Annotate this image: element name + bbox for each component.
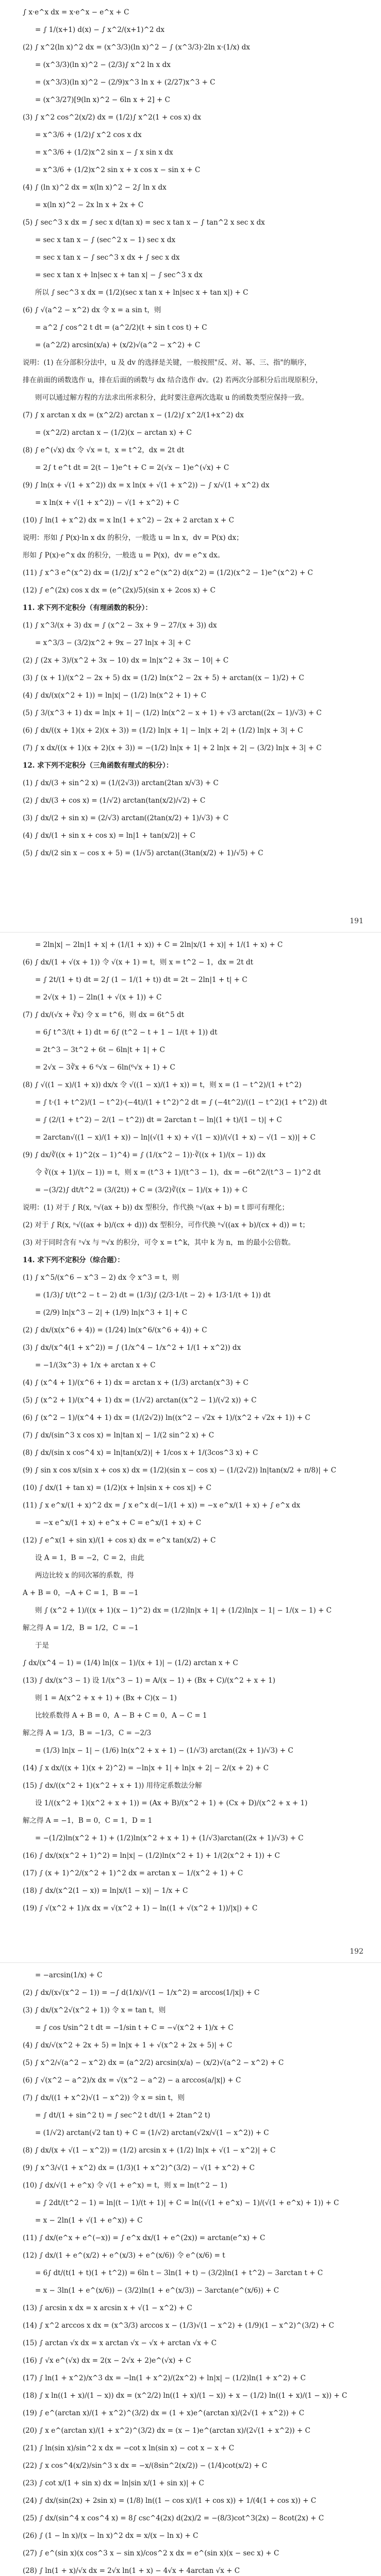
text-line: (10) ∫ ln(1 + x^2) dx = x ln(1 + x^2) − 2x + 2 arctan x + C [23,516,234,524]
text-line: (4) ∫ (ln x)^2 dx = x(ln x)^2 − 2∫ ln x dx [23,183,167,192]
text-line: (24) ∫ dx/(sin(2x) + 2sin x) = (1/8) ln((1 − cos x)/(1 + cos x)) + 1/(4(1 + cos x)) + C [23,2497,317,2505]
page-192 [0,933,381,1963]
text-line: (3) ∫ dx/(x^4(1 + x^2)) = ∫ (1/x^4 − 1/x^2 + 1/(1 + x^2)) dx [23,1344,241,1352]
text-line: 则 ∫ (x^2 + 1)/((x + 1)(x − 1)^2) dx = (1/2)ln|x + 1| + (1/2)ln|x − 1| − 1/(x − 1) + C [35,1606,332,1615]
text-line: = x^3/3 − (3/2)x^2 + 9x − 27 ln|x + 3| + C [35,639,191,647]
text-line: = −1/(3x^3) + 1/x + arctan x + C [35,1361,156,1369]
text-line: (5) ∫ x^2/√(a^2 − x^2) dx = (a^2/2) arcsin(x/a) − (x/2)√(a^2 − x^2) + C [23,2059,284,2067]
text-line: = x^3/6 + (1/2)x^2 sin x + x cos x − sin x + C [35,166,201,174]
text-line: 设 A = 1，B = −2，C = 2，由此 [35,1554,145,1562]
page-number: 191 [350,917,363,925]
text-line: = sec x tan x − ∫ sec^3 x dx + ∫ sec x dx [35,253,180,262]
page-number: 192 [350,1947,363,1956]
text-line: (1) ∫ x^5/(x^6 − x^3 − 2) dx 令 x^3 = t，则 [23,1274,179,1282]
text-line: (5) ∫ sec^3 x dx = ∫ sec x d(tan x) = sec x tan x − ∫ tan^2 x sec x dx [23,218,265,227]
text-line: (25) ∫ dx/(sin^4 x cos^4 x) = 8∫ csc^4(2x) d(2x)/2 = −(8/3)cot^3(2x) − 8cot(2x) + C [23,2514,324,2522]
text-line: (3) 对于同时含有 ⁿ√x 与 ᵐ√x 的积分，可令 x = t^k，其中 k 为 n，m 的最小公倍数。 [23,1239,295,1247]
text-line: (18) ∫ dx/(x^2(1 − x)) = ln|x/(1 − x)| − 1/x + C [23,1887,188,1895]
text-line: (6) ∫ (x^2 − 1)/(x^4 + 1) dx = (1/(2√2)) ln((x^2 − √2x + 1)/(x^2 + √2x + 1)) + C [23,1414,310,1422]
text-line: (8) ∫ dx/(sin x cos^4 x) = ln|tan(x/2)| + 1/cos x + 1/(3cos^3 x) + C [23,1449,258,1457]
text-line: 比较系数得 A + B = 0，A − B + C = 0，A − C = 1 [35,1711,207,1720]
text-line: (4) ∫ (x^4 + 1)/(x^6 + 1) dx = arctan x + (1/3) arctan(x^3) + C [23,1379,249,1387]
text-line: = −arcsin(1/x) + C [35,1971,103,1979]
text-line: 于是 [35,1641,49,1650]
text-line: (11) ∫ x^3 e^(x^2) dx = (1/2)∫ x^2 e^(x^2) d(x^2) = (1/2)(x^2 − 1)e^(x^2) + C [23,569,313,577]
text-line: (5) ∫ (x^2 + 1)/(x^4 + 1) dx = (1/√2) arctan((x^2 − 1)/(√2 x)) + C [23,1396,257,1404]
text-line: (11) ∫ dx/(e^x + e^(−x)) = ∫ e^x dx/(1 + e^(2x)) = arctan(e^x) + C [23,2234,266,2242]
text-line: (1) ∫ x^3/(x + 3) dx = ∫ (x^2 − 3x + 9 − 27/(x + 3)) dx [23,621,217,630]
text-line: 两边比较 x 的同次幂的系数，得 [35,1571,134,1580]
text-line: 解之得 A = 1/2，B = 1/2，C = −1 [23,1624,139,1632]
text-line: (7) ∫ dx/(√x + ∛x) 令 x = t^6，则 dx = 6t^5 dt [23,1011,185,1019]
text-line: (17) ∫ (x + 1)^2/(x^2 + 1)^2 dx = arctan x − 1/(x^2 + 1) + C [23,1869,243,1877]
text-line: (12) ∫ e^x(1 + sin x)/(1 + cos x) dx = e^x tan(x/2) + C [23,1536,216,1545]
text-line: (23) ∫ cot x/(1 + sin x) dx = ln|sin x/(1 + sin x)| + C [23,2479,204,2487]
text-line: = 2√x − 3∛x + 6 ⁶√x − 6ln(⁶√x + 1) + C [35,1063,175,1072]
text-line: (20) ∫ x e^(arctan x)/(1 + x^2)^(3/2) dx = (x − 1)e^(arctan x)/(2√(1 + x^2)) + C [23,2427,310,2435]
text-line: = 2t^3 − 3t^2 + 6t − 6ln|t + 1| + C [35,1046,165,1054]
page-193 [0,1963,381,2576]
text-line: = x^3/6 + (1/2)x^2 sin x − ∫ x sin x dx [35,148,173,157]
text-line: (4) ∫ dx/(1 + sin x + cos x) = ln|1 + tan(x/2)| + C [23,832,195,840]
text-line: (26) ∫ (1 − ln x)/(x − ln x)^2 dx = x/(x − ln x) + C [23,2532,198,2540]
text-line: = (x^3/27)[9(ln x)^2 − 6ln x + 2] + C [35,96,170,104]
text-line: (14) ∫ x^2 arccos x dx = (x^3/3) arccos x − (1/3)√(1 − x^2) + (1/9)(1 − x^2)^(3/2) + C [23,2321,334,2330]
text-line: (4) ∫ dx/(x(x^2 + 1)) = ln|x| − (1/2) ln(x^2 + 1) + C [23,691,207,700]
text-line: (14) ∫ x dx/((x + 1)(x + 2)^2) = −ln|x + 1| + ln|x + 2| − 2/(x + 2) + C [23,1764,269,1772]
text-line: (7) ∫ dx/((1 + x^2)√(1 − x^2)) 令 x = sin t，则 [23,2094,185,2102]
text-line: (12) ∫ e^(2x) cos x dx = (e^(2x)/5)(sin x + 2cos x) + C [23,586,216,595]
text-line: (16) ∫ √x e^(√x) dx = 2(x − 2√x + 2)e^(√x) + C [23,2357,191,2365]
text-line: (18) ∫ x ln((1 + x)/(1 − x)) dx = (x^2/2) ln((1 + x)/(1 − x)) + x − (1/2) ln((1 + x)/(1 − x)) + C [23,2392,347,2400]
text-line: (7) ∫ x arctan x dx = (x^2/2) arctan x − (1/2)∫ x^2/(1+x^2) dx [23,411,244,419]
text-line: = 2ln|x| − 2ln|1 + x| + (1/(1 + x)) + C = 2ln|x/(1 + x)| + 1/(1 + x) + C [35,941,283,949]
text-line: (12) ∫ dx/(1 + e^(x/2) + e^(x/3) + e^(x/6)) 令 e^(x/6) = t [23,2251,225,2260]
text-line: (13) ∫ arcsin x dx = x arcsin x + √(1 − x^2) + C [23,2304,192,2312]
text-line: = (x^3/3)(ln x)^2 − (2/9)x^3 ln x + (2/27)x^3 + C [35,78,216,87]
text-line: (9) ∫ ln(x + √(1 + x^2)) dx = x ln(x + √(1 + x^2)) − ∫ x/√(1 + x^2) dx [23,481,270,489]
text-line: (28) ∫ ln(1 + x)/√x dx = 2√x ln(1 + x) − 4√x + 4arctan √x + C [23,2567,240,2575]
text-line: (9) ∫ x^3/√(1 + x^2) dx = (1/3)(1 + x^2)^(3/2) − √(1 + x^2) + C [23,2164,255,2172]
text-line: = (a^2/2) arcsin(x/a) + (x/2)√(a^2 − x^2) + C [35,341,201,349]
text-line: (4) ∫ dx/√(x^2 + 2x + 5) = ln|x + 1 + √(x^2 + 2x + 5)| + C [23,2041,233,2049]
text-line: = sec x tan x − ∫ (sec^2 x − 1) sec x dx [35,236,176,244]
text-line: (2) ∫ (2x + 3)/(x^2 + 3x − 10) dx = ln|x^2 + 3x − 10| + C [23,656,229,665]
text-line: (6) ∫ √(x^2 − a^2)/x dx = √(x^2 − a^2) − a arccos(a/|x|) + C [23,2076,241,2084]
text-line: (2) ∫ dx/(x√(x^2 − 1)) = −∫ d(1/x)/√(1 − 1/x^2) = arccos(1/|x|) + C [23,1989,260,1997]
text-line: = 6∫ dt/(t(1 + t)(1 + t^2)) = 6ln t − 3ln(1 + t) − (3/2)ln(1 + t^2) − 3arctan t + C [35,2269,323,2277]
text-line: = ∫ t·(1 + t^2)/(1 − t^2)·(−4t)/(1 + t^2)^2 dt = ∫ (−4t^2)/((1 − t^2)(1 + t^2)) dt [35,1098,327,1107]
text-line: = a^2 ∫ cos^2 t dt = (a^2/2)(t + sin t cos t) + C [35,324,207,332]
text-line: 解之得 A = 1/3，B = −1/3，C = −2/3 [23,1729,152,1737]
text-line: 说明：(1) 在分部积分法中，u 及 dv 的选择是关键，一般按照"反、对、幂、三、指"的顺序， [23,359,311,367]
text-line: = (1/√2) arctan(√2 tan t) + C = (1/√2) arctan(√2x/√(1 − x^2)) + C [35,2129,269,2137]
text-line: = −x e^x/(1 + x) + e^x + C = e^x/(1 + x) + C [35,1519,202,1527]
text-line: (5) ∫ dx/(2 sin x − cos x + 5) = (1/√5) arctan((3tan(x/2) + 1)/√5) + C [23,849,263,857]
text-line: = sec x tan x + ln|sec x + tan x| − ∫ sec^3 x dx [35,271,203,279]
text-line: (6) ∫ √(a^2 − x^2) dx 令 x = a sin t，则 [23,306,161,314]
text-line: = (x^3/3)(ln x)^2 − (2/3)∫ x^2 ln x dx [35,61,171,69]
text-line: (6) ∫ dx/(1 + √(x + 1)) 令 √(x + 1) = t，则 x = t^2 − 1，dx = 2t dt [23,958,254,967]
text-line: = x^3/6 + (1/2)∫ x^2 cos x dx [35,131,142,139]
text-line: 说明：(1) 对于 ∫ R(x, ⁿ√(ax + b)) dx 型积分，作代换 ⁿ√(ax + b) = t 即可有理化； [23,1204,289,1212]
text-line: = 6∫ t^3/(t + 1) dt = 6∫ (t^2 − t + 1 − 1/(t + 1)) dt [35,1028,218,1037]
text-line: (8) ∫ √((1 − x)/(1 + x)) dx/x 令 √((1 − x)/(1 + x)) = t，则 x = (1 − t^2)/(1 + t^2) [23,1081,302,1089]
text-line: (5) ∫ 3/(x^3 + 1) dx = ln|x + 1| − (1/2) ln(x^2 − x + 1) + √3 arctan((2x − 1)/√3) + C [23,709,322,717]
text-line: = −(3/2)∫ dt/t^2 = (3/(2t)) + C = (3/2)∛((x − 1)/(x + 1)) + C [35,1186,248,1194]
text-line: (9) ∫ dx/∛((x + 1)^2(x − 1)^4) = ∫ (1/(x^2 − 1))·∛((x + 1)/(x − 1)) dx [23,1151,266,1159]
text-line: 解之得 A = −1，B = 0，C = 1，D = 1 [23,1817,153,1825]
text-line: = x ln(x + √(1 + x^2)) − √(1 + x^2) + C [35,499,179,507]
text-line: = (1/3)∫ t/(t^2 − t − 2) dt = (1/3)∫ (2/3·1/(t − 2) + 1/3·1/(t + 1)) dt [35,1291,271,1299]
text-line: (6) ∫ dx/((x + 1)(x + 2)(x + 3)) = (1/2) ln|x + 1| − ln|x + 2| + (1/2) ln|x + 3| + C [23,726,303,735]
text-line: (3) ∫ (x + 1)/(x^2 − 2x + 5) dx = (1/2) ln(x^2 − 2x + 5) + arctan((x − 1)/2) + C [23,674,304,682]
text-line: 14. 求下列不定积分（综合题）： [23,1256,124,1264]
text-line: (16) ∫ dx/(x(x^2 + 1)^2) = ln|x| − (1/2)ln(x^2 + 1) + 1/(2(x^2 + 1)) + C [23,1852,280,1860]
text-line: (7) ∫ dx/(sin^3 x cos x) = ln|tan x| − 1/(2 sin^2 x) + C [23,1431,214,1439]
text-line: (3) ∫ dx/(2 + sin x) = (2/√3) arctan((2tan(x/2) + 1)/√3) + C [23,814,229,822]
text-line: = ∫ (2/(1 + t^2) − 2/(1 − t^2)) dt = 2arctan t − ln|(1 + t)/(1 − t)| + C [35,1116,282,1124]
text-line: = ∫ dt/(1 + sin^2 t) = ∫ sec^2 t dt/(1 + 2tan^2 t) [35,2111,210,2120]
text-line: (17) ∫ ln(1 + x^2)/x^3 dx = −ln(1 + x^2)/(2x^2) + ln|x| − (1/2)ln(1 + x^2) + C [23,2374,306,2382]
text-line: (9) ∫ sin x cos x/(sin x + cos x) dx = (1/2)(sin x − cos x) − (1/(2√2)) ln|tan(x/2 + π/8)| + C [23,1466,337,1475]
text-line: (10) ∫ dx/√(1 + e^x) 令 √(1 + e^x) = t，则 x = ln(t^2 − 1) [23,2181,227,2190]
text-line: = 2arctan√((1 − x)/(1 + x)) − ln|(√(1 + x) + √(1 − x))/(√(1 + x) − √(1 − x))| + C [35,1133,316,1142]
text-line: 所以 ∫ sec^3 x dx = (1/2)(sec x tan x + ln|sec x + tan x|) + C [35,289,249,297]
text-line: = ∫ cos t/sin^2 t dt = −1/sin t + C = −√(x^2 + 1)/x + C [35,2024,234,2032]
text-line: (19) ∫ √(x^2 + 1)/x dx = √(x^2 + 1) − ln((1 + √(x^2 + 1))/|x|) + C [23,1904,258,1912]
text-line: (21) ∫ ln(sin x)/sin^2 x dx = −cot x ln(sin x) − cot x − x + C [23,2444,235,2452]
text-line: (15) ∫ dx/((x^2 + 1)(x^2 + x + 1)) 用待定系数法分解 [23,1782,202,1790]
text-line: = ∫ 2dt/(t^2 − 1) = ln|(t − 1)/(t + 1)| + C = ln((√(1 + e^x) − 1)/(√(1 + e^x) + 1)) + C [35,2199,339,2207]
text-line: 则 1 = A(x^2 + x + 1) + (Bx + C)(x − 1) [35,1694,177,1702]
text-line: A + B = 0，−A + C = 1，B = −1 [23,1589,139,1597]
text-line: = x − 3ln(1 + e^(x/6)) − (3/2)ln(1 + e^(x/3)) − 3arctan(e^(x/6)) + C [35,2286,279,2295]
text-line: (2) ∫ dx/(3 + cos x) = (1/√2) arctan(tan(x/2)/√2) + C [23,796,206,805]
text-line: = x(ln x)^2 − 2x ln x + 2x + C [35,201,144,209]
text-line: (3) ∫ x^2 cos^2(x/2) dx = (1/2)∫ x^2(1 + cos x) dx [23,113,201,122]
text-line: 则可以通过解方程的方法求出所求积分，此时要注意两次选取 u 的函数类型应保持一致。 [35,394,309,402]
text-line: (8) ∫ dx/(x + √(1 − x^2)) = (1/2) arcsin x + (1/2) ln|x + √(1 − x^2)| + C [23,2146,276,2155]
text-line: 令 ∛((x + 1)/(x − 1)) = t，则 x = (t^3 + 1)/(t^3 − 1)，dx = −6t^2/(t^3 − 1)^2 dt [35,1168,321,1177]
text-line: (1) ∫ dx/(3 + sin^2 x) = (1/(2√3)) arctan(2tan x/√3) + C [23,779,219,787]
text-line: 说明：形如 ∫ P(x)·ln x dx 的积分，一般选 u = ln x，dv = P(x) dx； [23,534,243,542]
text-line: = ∫ 1/(x+1) d(x) − ∫ x^2/(x+1)^2 dx [35,26,164,34]
text-line: 形如 ∫ P(x)·e^x dx 的积分，一般选 u = P(x)，dv = e^x dx。 [23,551,225,560]
text-line: (2) ∫ x^2(ln x)^2 dx = (x^3/3)(ln x)^2 − ∫ (x^3/3)·2ln x·(1/x) dx [23,43,250,52]
text-line: (15) ∫ arctan √x dx = x arctan √x − √x + arctan √x + C [23,2339,217,2347]
text-line: = (1/3) ln|x − 1| − (1/6) ln(x^2 + x + 1) − (1/√3) arctan((2x + 1)/√3) + C [35,1747,293,1755]
text-line: (27) ∫ e^(sin x)(x cos^3 x − sin x)/cos^2 x dx = e^(sin x)(x − sec x) + C [23,2549,279,2557]
text-line: (3) ∫ dx/(x^2√(x^2 + 1)) 令 x = tan t，则 [23,2006,166,2014]
text-line: = (2/9) ln|x^3 − 2| + (1/9) ln|x^3 + 1| + C [35,1309,188,1317]
text-line: (22) ∫ x cos^4(x/2)/sin^3 x dx = −x/(8sin^2(x/2)) − (1/4)cot(x/2) + C [23,2462,268,2470]
text-line: = −(1/2)ln(x^2 + 1) + (1/2)ln(x^2 + x + 1) + (1/√3)arctan((2x + 1)/√3) + C [35,1834,304,1842]
text-line: 12. 求下列不定积分（三角函数有理式的积分）： [23,761,173,770]
text-line: (19) ∫ e^(arctan x)/(1 + x^2)^(3/2) dx = (1 + x)e^(arctan x)/(2√(1 + x^2)) + C [23,2409,305,2417]
text-line: ∫ x·e^x dx = x·e^x − e^x + C [23,8,129,16]
text-line: = x − 2ln(1 + √(1 + e^x)) + C [35,2216,143,2225]
text-line: (2) ∫ dx/(x(x^6 + 4)) = (1/24) ln(x^6/(x^6 + 4)) + C [23,1326,207,1334]
text-line: (11) ∫ x e^x/(1 + x)^2 dx = ∫ x e^x d(−1/(1 + x)) = −x e^x/(1 + x) + ∫ e^x dx [23,1501,301,1510]
text-line: = 2√(x + 1) − 2ln(1 + √(x + 1)) + C [35,993,162,1002]
text-line: (10) ∫ dx/(1 + tan x) = (1/2)(x + ln|sin x + cos x|) + C [23,1484,212,1492]
text-line: (13) ∫ dx/(x^3 − 1) 设 1/(x^3 − 1) = A/(x − 1) + (Bx + C)/(x^2 + x + 1) [23,1676,276,1685]
text-line: = 2∫ t e^t dt = 2(t − 1)e^t + C = 2(√x − 1)e^(√x) + C [35,464,229,472]
text-line: 设 1/((x^2 + 1)(x^2 + x + 1)) = (Ax + B)/(x^2 + 1) + (Cx + D)/(x^2 + x + 1) [35,1799,308,1807]
text-line: (7) ∫ x dx/((x + 1)(x + 2)(x + 3)) = −(1/2) ln|x + 1| + 2 ln|x + 2| − (3/2) ln|x + 3| + C [23,744,322,752]
text-line: (2) 对于 ∫ R(x, ⁿ√((ax + b)/(cx + d))) dx 型积分，可作代换 ⁿ√((ax + b)/(cx + d)) = t； [23,1221,309,1229]
text-line: = ∫ 2t/(1 + t) dt = 2∫ (1 − 1/(1 + t)) dt = 2t − 2ln|1 + t| + C [35,976,247,984]
text-line: = (x^2/2) arctan x − (1/2)(x − arctan x) + C [35,429,192,437]
text-line: 排在前面的函数选作 u，排在后面的函数与 dx 结合选作 dv。(2) 若两次分部积分后出现原积分， [23,376,323,384]
page-191 [0,0,381,933]
text-line: (8) ∫ e^(√x) dx 令 √x = t，x = t^2，dx = 2t dt [23,446,185,454]
text-line: 11. 求下列不定积分（有理函数的积分）： [23,604,152,612]
text-line: ∫ dx/(x^4 − 1) = (1/4) ln|(x − 1)/(x + 1)| − (1/2) arctan x + C [23,1659,238,1667]
